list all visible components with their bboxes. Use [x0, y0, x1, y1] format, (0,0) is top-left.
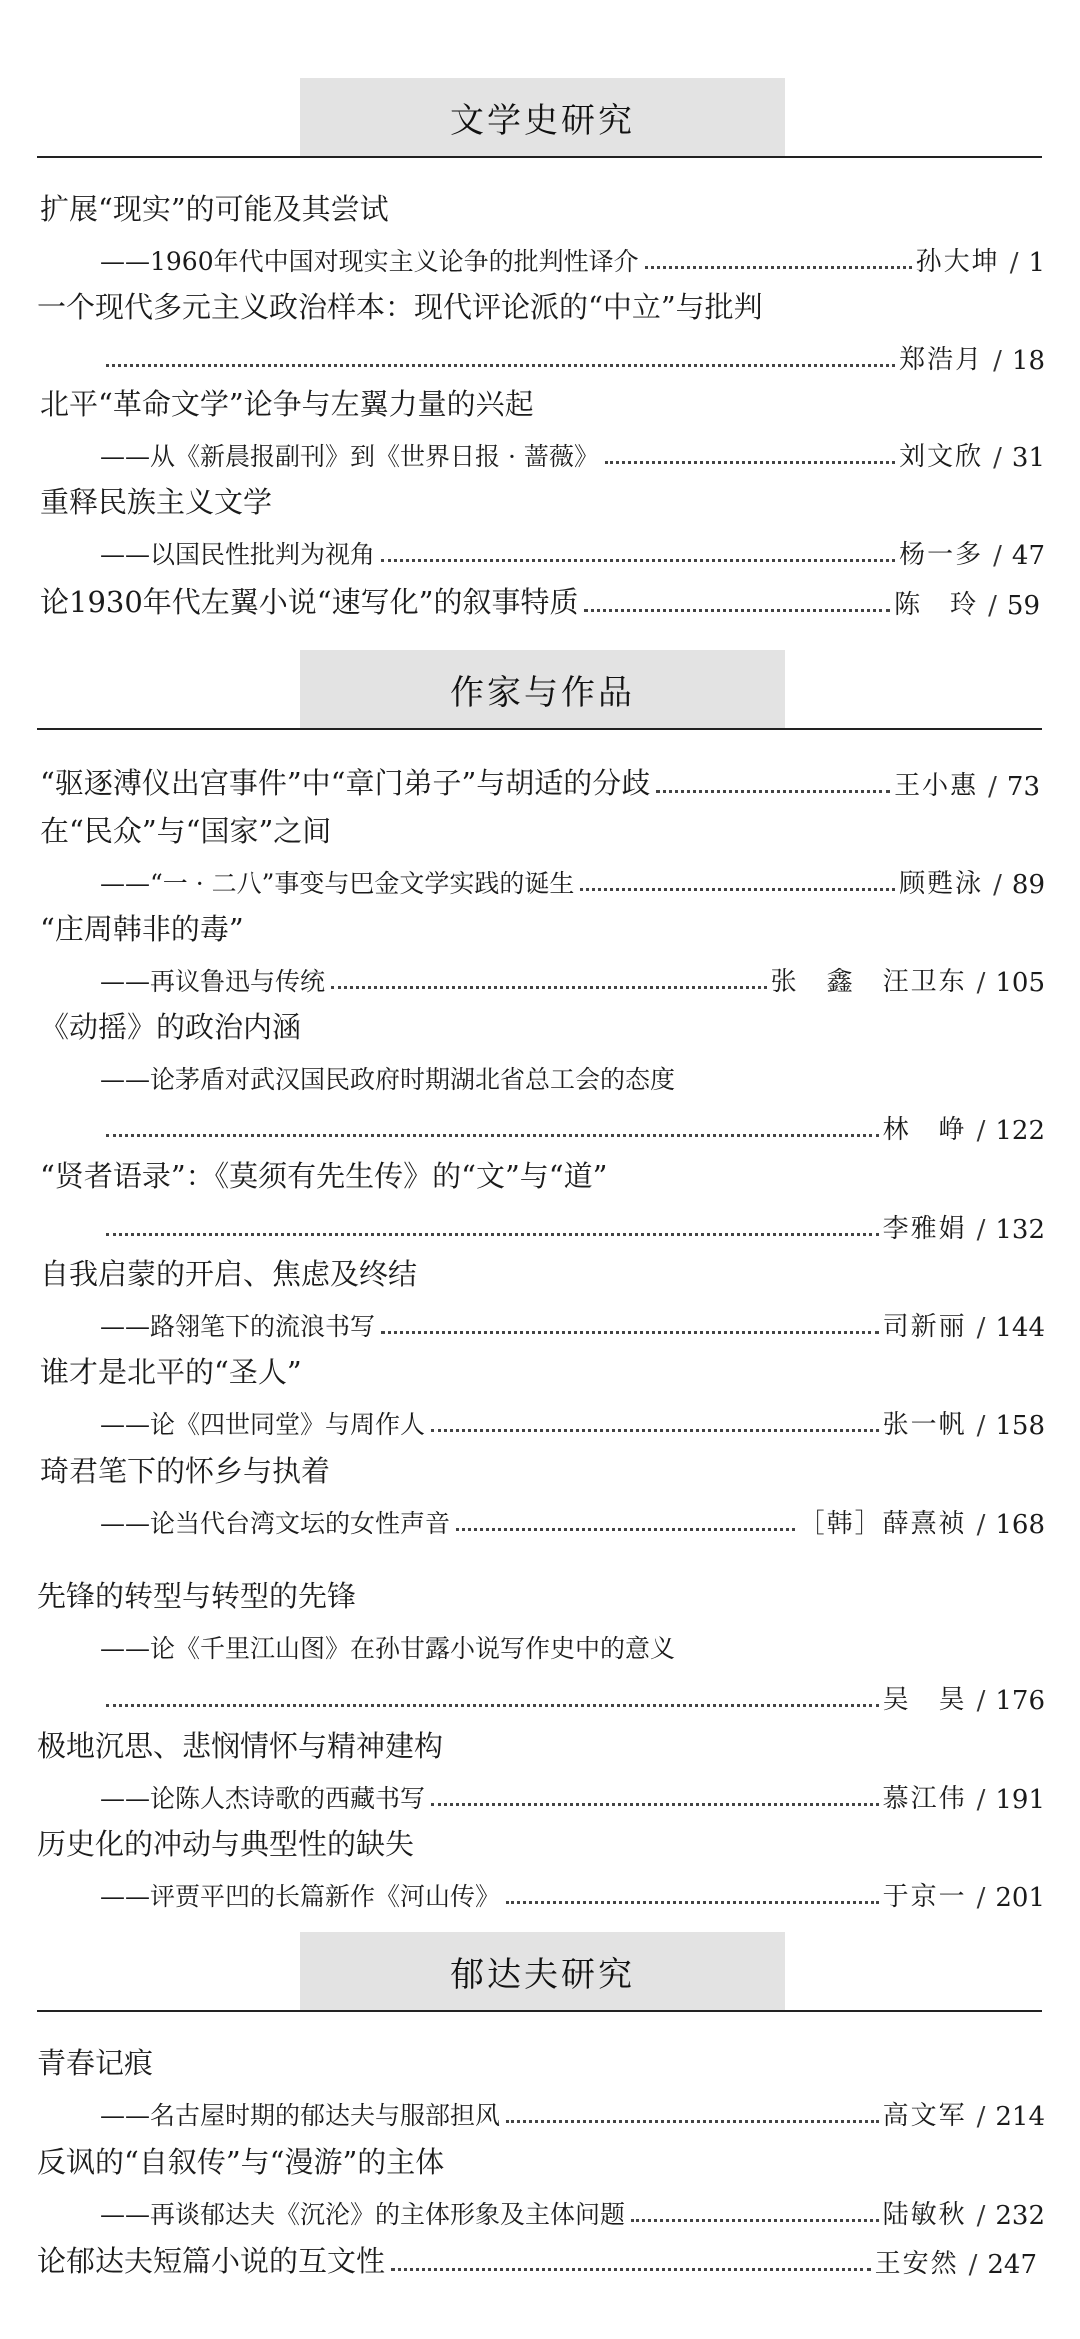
dot-leader	[106, 1233, 879, 1236]
toc-entry-title[interactable]: 琦君笔下的怀乡与执着	[40, 1454, 331, 1488]
separator: /	[993, 541, 1002, 571]
separator: /	[976, 1411, 986, 1441]
toc-entry-subtitle[interactable]: ——从《新晨报副刊》到《世界日报 · 蔷薇》 刘文欣 / 31	[100, 423, 1045, 473]
section-heading: 郁达夫研究	[300, 1932, 785, 2010]
toc-entry-title[interactable]: 先锋的转型与转型的先锋	[37, 1579, 357, 1613]
section-heading-block	[0, 1932, 1080, 2014]
separator: /	[976, 2102, 986, 2132]
page-number: 214	[995, 2102, 1045, 2132]
author: 高文军	[882, 2101, 967, 2131]
section-yu-dafu	[0, 1932, 1080, 2014]
author: 张一帆	[882, 1410, 967, 1440]
author: 李雅娟	[882, 1214, 967, 1244]
dot-leader	[391, 2268, 871, 2271]
toc-entry-subtitle[interactable]: ——以国民性批判为视角 杨一多 / 47	[100, 521, 1045, 571]
dot-leader	[506, 2120, 879, 2123]
author: 慕江伟	[882, 1784, 967, 1814]
toc-entry-title[interactable]: 在“民众”与“国家”之间	[40, 814, 332, 848]
toc-entry-subtitle[interactable]: ——论《千里江山图》在孙甘露小说写作史中的意义	[100, 1634, 676, 1663]
dot-leader	[656, 790, 890, 793]
section-rule	[37, 156, 1042, 158]
dot-leader	[631, 2219, 879, 2222]
author: 林 峥	[882, 1115, 967, 1145]
separator: /	[1009, 248, 1019, 278]
author: 杨一多	[899, 540, 984, 570]
toc-entry-dotline[interactable]	[100, 1096, 1045, 1146]
toc-entry-subtitle[interactable]: ——路翎笔下的流浪书写 司新丽 / 144	[100, 1293, 1045, 1343]
toc-entry-subtitle[interactable]: ——1960年代中国对现实主义论争的批判性译介 孙大坤 / 1	[100, 228, 1045, 278]
toc-entry-subtitle[interactable]: ——再议鲁迅与传统 张 鑫 汪卫东 / 105	[100, 948, 1045, 998]
toc-entry-subtitle[interactable]: ——名古屋时期的郁达夫与服部担风 高文军 / 214	[100, 2082, 1045, 2132]
separator: /	[976, 2201, 986, 2231]
author: 顾甦泳	[899, 869, 984, 899]
author: 王小惠	[894, 771, 979, 801]
toc-entry-subtitle[interactable]: ——“一 · 二八”事变与巴金文学实践的诞生 顾甦泳 / 89	[100, 850, 1045, 900]
page-number: 201	[995, 1883, 1045, 1913]
author: ［韩］薛熹祯	[798, 1509, 967, 1539]
toc-entry-inline[interactable]: 论1930年代左翼小说“速写化”的叙事特质 陈 玲 / 59	[40, 585, 1040, 621]
separator: /	[976, 1313, 986, 1343]
toc-entry-title[interactable]: 历史化的冲动与典型性的缺失	[37, 1827, 415, 1861]
page-number: 105	[995, 968, 1045, 998]
toc-entry-subtitle[interactable]: ——论当代台湾文坛的女性声音 ［韩］薛熹祯 / 168	[100, 1490, 1045, 1540]
separator: /	[976, 1686, 986, 1716]
separator: /	[976, 1785, 986, 1815]
toc-entry-subtitle[interactable]: ——论《四世同堂》与周作人 张一帆 / 158	[100, 1391, 1045, 1441]
author: 郑浩月	[899, 345, 984, 375]
toc-entry-subtitle[interactable]: ——评贾平凹的长篇新作《河山传》 于京一 / 201	[100, 1863, 1045, 1913]
separator: /	[976, 1215, 986, 1245]
dot-leader	[381, 559, 895, 562]
toc-entry-title[interactable]: 青春记痕	[37, 2046, 154, 2080]
dot-leader	[584, 609, 890, 612]
separator: /	[993, 870, 1002, 900]
author: 王安然	[874, 2249, 959, 2279]
dot-leader	[431, 1429, 879, 1432]
page-number: 232	[995, 2201, 1045, 2231]
separator: /	[993, 443, 1002, 473]
section-heading: 作家与作品	[300, 650, 785, 728]
toc-entry-inline[interactable]: 论郁达夫短篇小说的互文性 王安然 / 247	[37, 2244, 1037, 2280]
toc-entry-title[interactable]: 反讽的“自叙传”与“漫游”的主体	[37, 2145, 445, 2179]
separator: /	[988, 772, 997, 802]
dot-leader	[605, 461, 895, 464]
toc-entry-title[interactable]: 扩展“现实”的可能及其尝试	[40, 192, 389, 226]
section-heading: 文学史研究	[300, 78, 785, 156]
author: 张 鑫 汪卫东	[770, 967, 967, 997]
dot-leader	[106, 1134, 879, 1137]
author: 吴 昊	[882, 1685, 967, 1715]
page-number: 1	[1028, 248, 1045, 278]
page-number: 247	[987, 2250, 1037, 2280]
toc-entry-dotline[interactable]	[100, 1195, 1045, 1245]
page-number: 89	[1011, 870, 1045, 900]
toc-entry-title[interactable]: “庄周韩非的毒”	[40, 912, 244, 946]
page-number: 144	[995, 1313, 1045, 1343]
separator: /	[976, 968, 986, 998]
page-number: 59	[1006, 591, 1040, 621]
page-number: 31	[1011, 443, 1045, 473]
page-number: 168	[995, 1510, 1045, 1540]
author: 刘文欣	[899, 442, 984, 472]
dot-leader	[431, 1803, 879, 1806]
toc-entry-dotline[interactable]	[100, 1666, 1045, 1716]
toc-entry-title[interactable]: 《动摇》的政治内涵	[40, 1010, 302, 1044]
toc-entry-title[interactable]: 北平“革命文学”论争与左翼力量的兴起	[40, 387, 534, 421]
separator: /	[976, 1510, 986, 1540]
section-literary-history	[0, 78, 1080, 160]
page-number: 176	[995, 1686, 1045, 1716]
page-number: 122	[995, 1116, 1045, 1146]
page-number: 158	[995, 1411, 1045, 1441]
section-heading-block	[0, 78, 1080, 160]
toc-entry-title[interactable]: “贤者语录”：《莫须有先生传》的“文”与“道”	[40, 1159, 608, 1193]
toc-entry-title[interactable]: 重释民族主义文学	[40, 485, 273, 519]
dot-leader	[506, 1901, 879, 1904]
toc-entry-subtitle[interactable]: ——论陈人杰诗歌的西藏书写 慕江伟 / 191	[100, 1765, 1045, 1815]
section-rule	[37, 728, 1042, 730]
separator: /	[976, 1116, 986, 1146]
toc-entry-title[interactable]: 一个现代多元主义政治样本：现代评论派的“中立”与批判	[37, 290, 763, 324]
dot-leader	[456, 1528, 795, 1531]
toc-entry-subtitle[interactable]: ——再谈郁达夫《沉沦》的主体形象及主体问题 陆敏秋 / 232	[100, 2181, 1045, 2231]
toc-entry-title[interactable]: 自我启蒙的开启、焦虑及终结	[40, 1257, 418, 1291]
page-number: 18	[1011, 346, 1045, 376]
page-number: 47	[1011, 541, 1045, 571]
dot-leader	[106, 1704, 879, 1707]
toc-entry-subtitle[interactable]: ——论茅盾对武汉国民政府时期湖北省总工会的态度	[100, 1065, 676, 1094]
dot-leader	[381, 1331, 879, 1334]
author: 陈 玲	[894, 590, 979, 620]
toc-entry-title[interactable]: 极地沉思、悲悯情怀与精神建构	[37, 1729, 444, 1763]
section-rule	[37, 2010, 1042, 2012]
toc-entry-dotline[interactable]	[100, 326, 1045, 376]
separator: /	[993, 346, 1002, 376]
page-number: 132	[995, 1215, 1045, 1245]
page-number: 73	[1006, 772, 1040, 802]
dot-leader	[580, 888, 895, 891]
section-writers-works	[0, 650, 1080, 732]
author: 孙大坤	[915, 247, 1000, 277]
page-number: 191	[995, 1785, 1045, 1815]
toc-entry-title[interactable]: 谁才是北平的“圣人”	[40, 1355, 302, 1389]
author: 陆敏秋	[882, 2200, 967, 2230]
separator: /	[988, 591, 997, 621]
toc-entry-inline[interactable]: “驱逐溥仪出宫事件”中“章门弟子”与胡适的分歧 王小惠 / 73	[40, 766, 1040, 802]
author: 司新丽	[882, 1312, 967, 1342]
dot-leader	[106, 364, 895, 367]
dot-leader	[645, 266, 912, 269]
section-heading-block	[0, 650, 1080, 732]
dot-leader	[331, 986, 767, 989]
separator: /	[976, 1883, 986, 1913]
author: 于京一	[882, 1882, 967, 1912]
separator: /	[968, 2250, 978, 2280]
